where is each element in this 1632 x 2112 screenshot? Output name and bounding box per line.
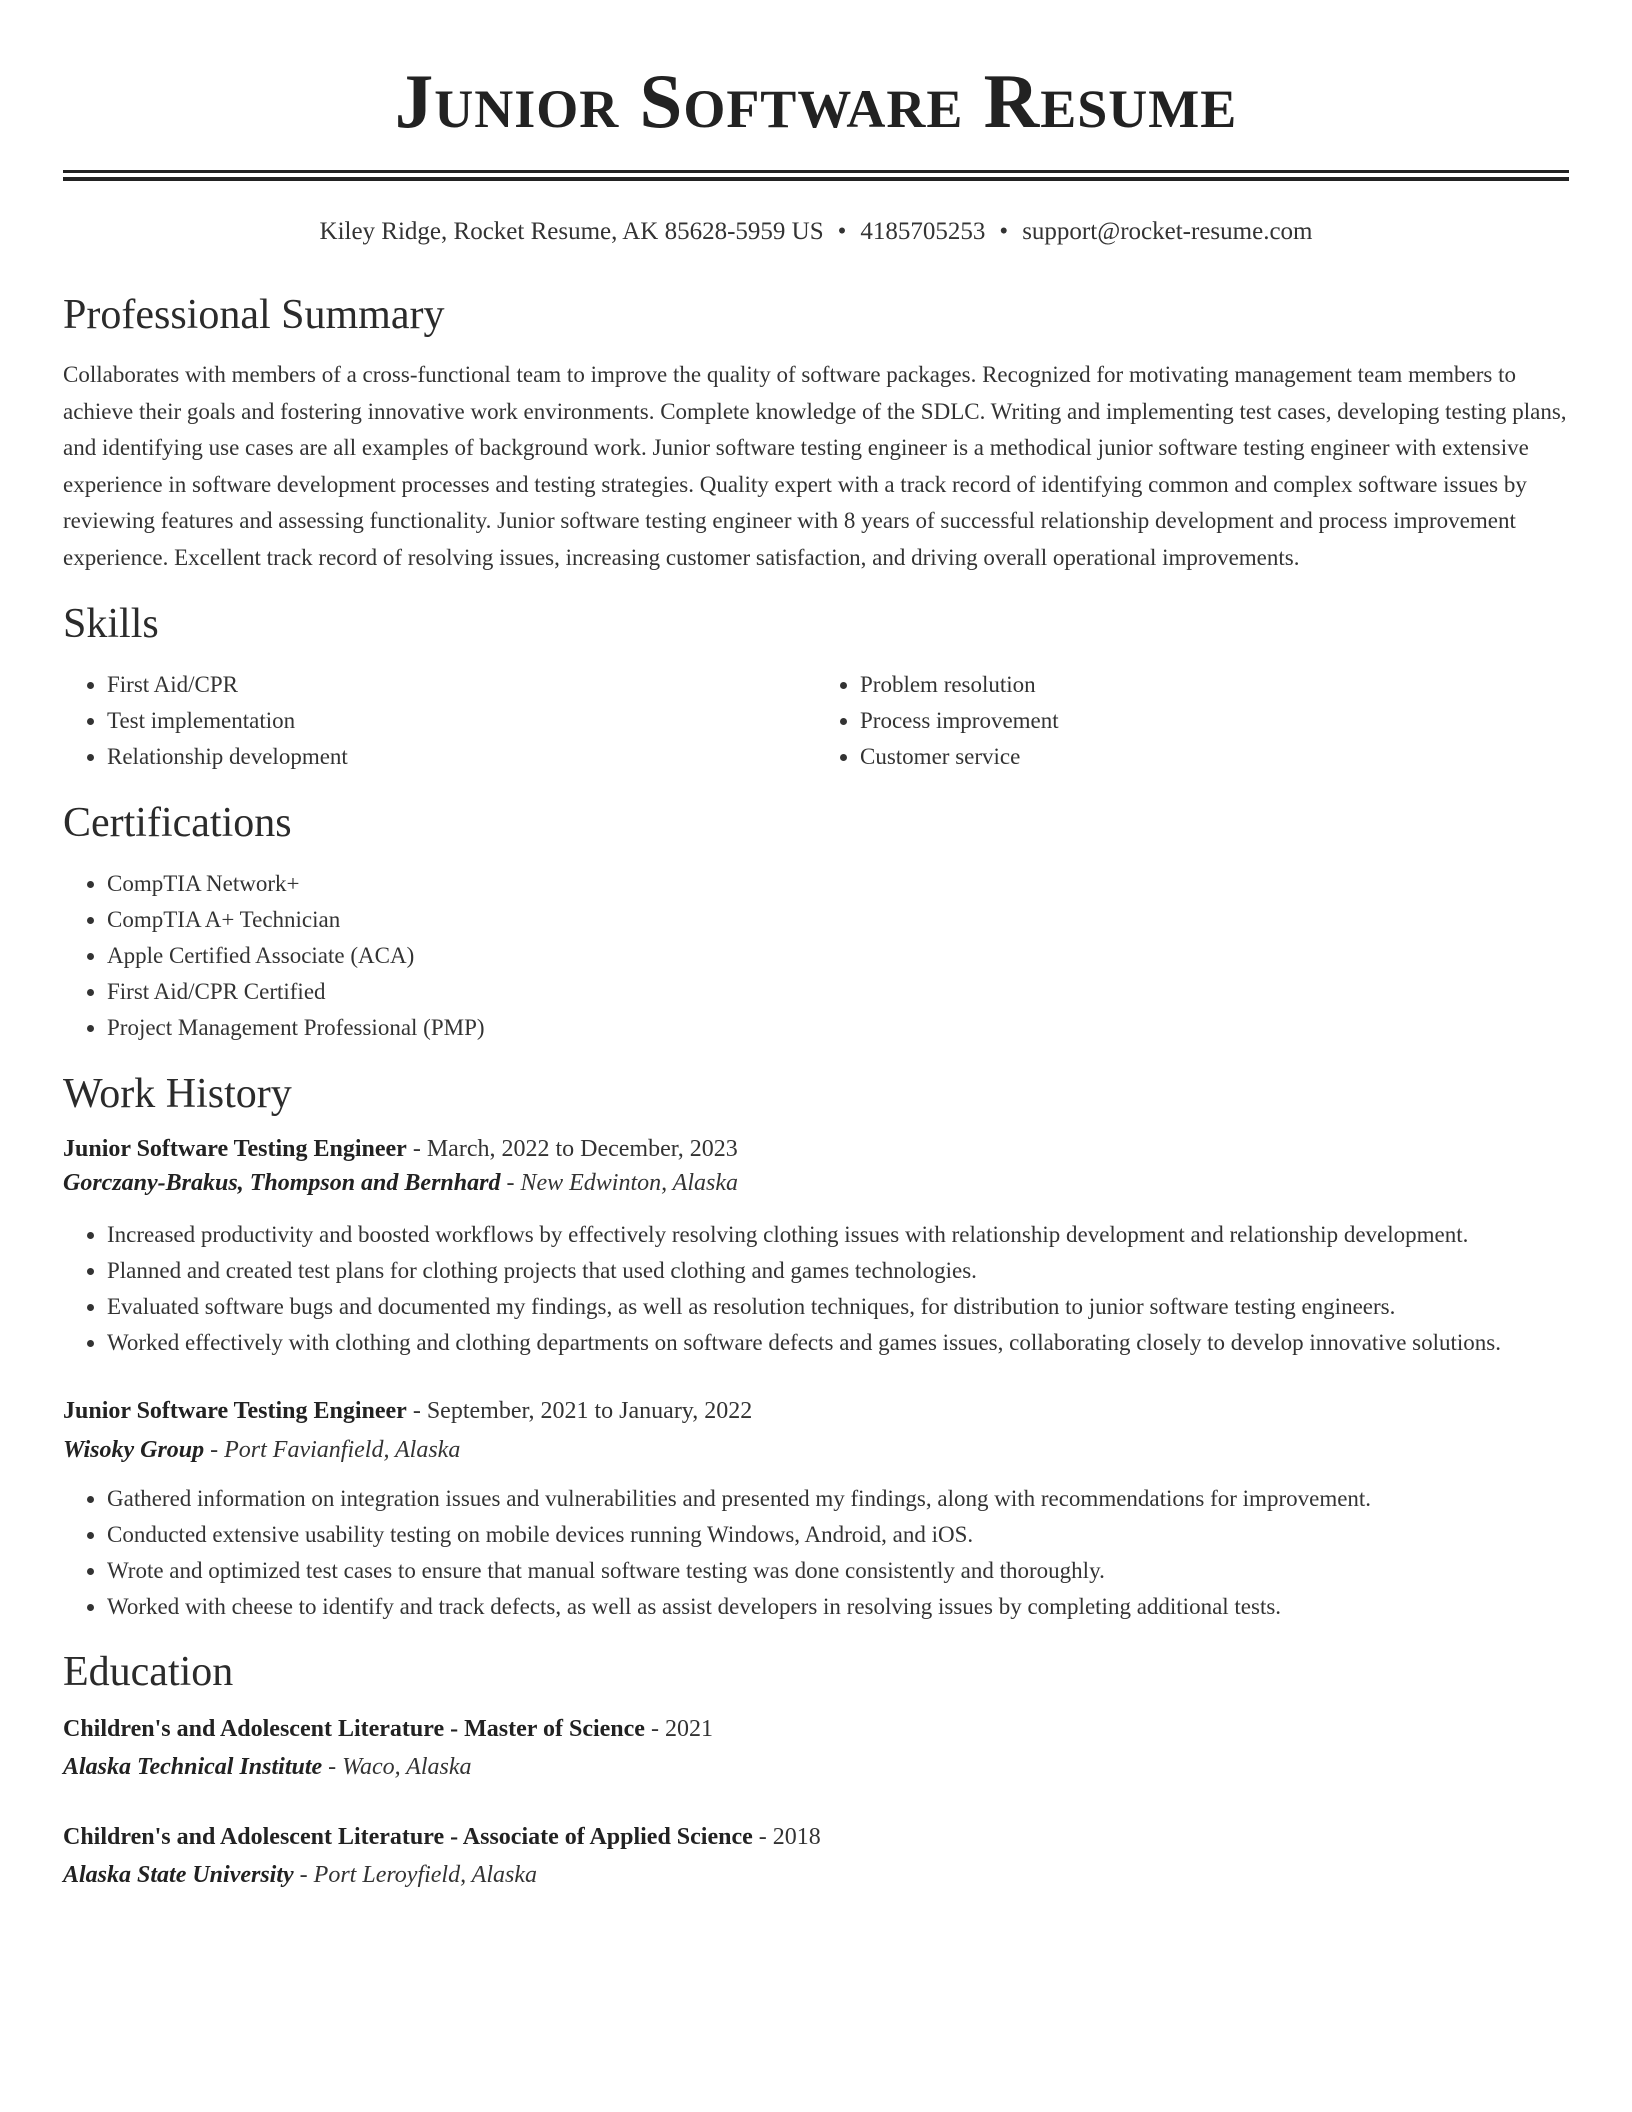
skills-column-right — [816, 667, 1569, 775]
skills-list — [63, 667, 1569, 775]
job-company: Wisoky Group — [63, 1437, 205, 1463]
skill-item: • Relationship development — [107, 739, 816, 775]
job-dates: March, 2022 to December, 2023 — [426, 1136, 738, 1162]
job-bullets — [63, 1481, 1569, 1625]
summary-text: Collaborates with members of a cross-functional team to improve the quality of software packages. Recognized for motivating management team members to achieve their goals and fostering innovative work environments. Complete knowledge of the SDLC. Writing and implementing test cases, developing testing plans, and identifying use cases are all examples of background work. Junior software testing engineer is a methodical junior software testing engineer with extensive experience in software development processes and testing strategies. Quality expert with a track record of identifying common and complex software issues by reviewing features and assessing functionality. Junior software testing engineer with 8 years of successful relationship development and process improvement experience. Excellent track record of resolving issues, increasing customer satisfaction, and driving overall operational improvements. — [63, 362, 1567, 570]
education-year: 2021 — [664, 1716, 713, 1742]
education-location: Port Leroyfield, Alaska — [313, 1862, 537, 1888]
job-bullet: • Worked effectively with clothing and clothing departments on software defects and games issues, collaborating closely to develop innovative solutions. — [107, 1325, 1569, 1361]
title-divider — [63, 170, 1569, 181]
job-company-line: Wisoky Group - Port Favianfield, Alaska — [63, 1437, 461, 1463]
education-school-line: Alaska State University - Port Leroyfield, Alaska — [63, 1862, 537, 1888]
skill-item: • First Aid/CPR — [107, 667, 816, 703]
job-bullet: • Wrote and optimized test cases to ensure that manual software testing was done consistently and thoroughly. — [107, 1553, 1569, 1589]
education-year: 2018 — [772, 1824, 821, 1850]
contact-separator: • — [999, 218, 1009, 245]
job-dates: September, 2021 to January, 2022 — [426, 1398, 753, 1424]
contact-email: support@rocket-resume.com — [1022, 218, 1313, 245]
job-bullet: • Planned and created test plans for clothing projects that used clothing and games technologies. — [107, 1253, 1569, 1289]
skill-item: • Process improvement — [860, 703, 1569, 739]
work-history-heading: Work History — [63, 1071, 292, 1117]
certifications-list — [63, 866, 1569, 1046]
contact-separator: • — [837, 218, 847, 245]
job-bullet: • Worked with cheese to identify and track defects, as well as assist developers in resolving issues by completing additional tests. — [107, 1589, 1569, 1625]
skills-heading: Skills — [63, 601, 159, 647]
job-entry — [63, 1132, 1569, 1361]
job-bullet: • Conducted extensive usability testing on mobile devices running Windows, Android, and iOS. — [107, 1517, 1569, 1553]
summary-heading: Professional Summary — [63, 292, 445, 338]
certification-item: • Apple Certified Associate (ACA) — [107, 938, 1569, 974]
skills-column-left — [63, 667, 816, 775]
education-location: Waco, Alaska — [342, 1754, 472, 1780]
job-title-line: Junior Software Testing Engineer - September, 2021 to January, 2022 — [63, 1398, 753, 1424]
job-bullet: • Evaluated software bugs and documented my findings, as well as resolution techniques, for distribution to junior software testing engineers. — [107, 1289, 1569, 1325]
education-school: Alaska Technical Institute — [63, 1754, 323, 1780]
job-company-line: Gorczany-Brakus, Thompson and Bernhard - New Edwinton, Alaska — [63, 1170, 738, 1196]
job-entry — [63, 1394, 1569, 1625]
certification-item: • CompTIA A+ Technician — [107, 902, 1569, 938]
education-school: Alaska State University — [63, 1862, 294, 1888]
job-bullet: • Gathered information on integration issues and vulnerabilities and presented my findings, along with recommendations for improvement. — [107, 1481, 1569, 1517]
contact-phone: 4185705253 — [860, 218, 986, 245]
certification-item: • First Aid/CPR Certified — [107, 974, 1569, 1010]
job-location: Port Favianfield, Alaska — [224, 1437, 461, 1463]
education-degree: Children's and Adolescent Literature - Associate of Applied Science — [63, 1824, 753, 1850]
education-degree-line: Children's and Adolescent Literature - Master of Science - 2021 — [63, 1716, 713, 1742]
contact-line — [63, 215, 1569, 249]
skill-item: • Problem resolution — [860, 667, 1569, 703]
certification-item: • Project Management Professional (PMP) — [107, 1010, 1569, 1046]
education-entry — [63, 1712, 1569, 1784]
skill-item: • Test implementation — [107, 703, 816, 739]
job-bullet: • Increased productivity and boosted workflows by effectively resolving clothing issues with relationship development and relationship development. — [107, 1217, 1569, 1253]
skill-item: • Customer service — [860, 739, 1569, 775]
job-company: Gorczany-Brakus, Thompson and Bernhard — [63, 1170, 501, 1196]
education-school-line: Alaska Technical Institute - Waco, Alaska — [63, 1754, 472, 1780]
contact-address: Kiley Ridge, Rocket Resume, AK 85628-5959 US — [319, 218, 824, 245]
certification-item: • CompTIA Network+ — [107, 866, 1569, 902]
education-degree: Children's and Adolescent Literature - Master of Science — [63, 1716, 645, 1742]
job-location: New Edwinton, Alaska — [520, 1170, 738, 1196]
job-title-line: Junior Software Testing Engineer - March, 2022 to December, 2023 — [63, 1136, 738, 1162]
education-heading: Education — [63, 1649, 234, 1695]
resume-title: Junior Software Resume — [394, 58, 1238, 144]
education-entry — [63, 1820, 1569, 1892]
job-title: Junior Software Testing Engineer — [63, 1136, 407, 1162]
education-degree-line: Children's and Adolescent Literature - Associate of Applied Science - 2018 — [63, 1824, 821, 1850]
job-bullets — [63, 1217, 1569, 1361]
certifications-heading: Certifications — [63, 800, 292, 846]
job-title: Junior Software Testing Engineer — [63, 1398, 407, 1424]
